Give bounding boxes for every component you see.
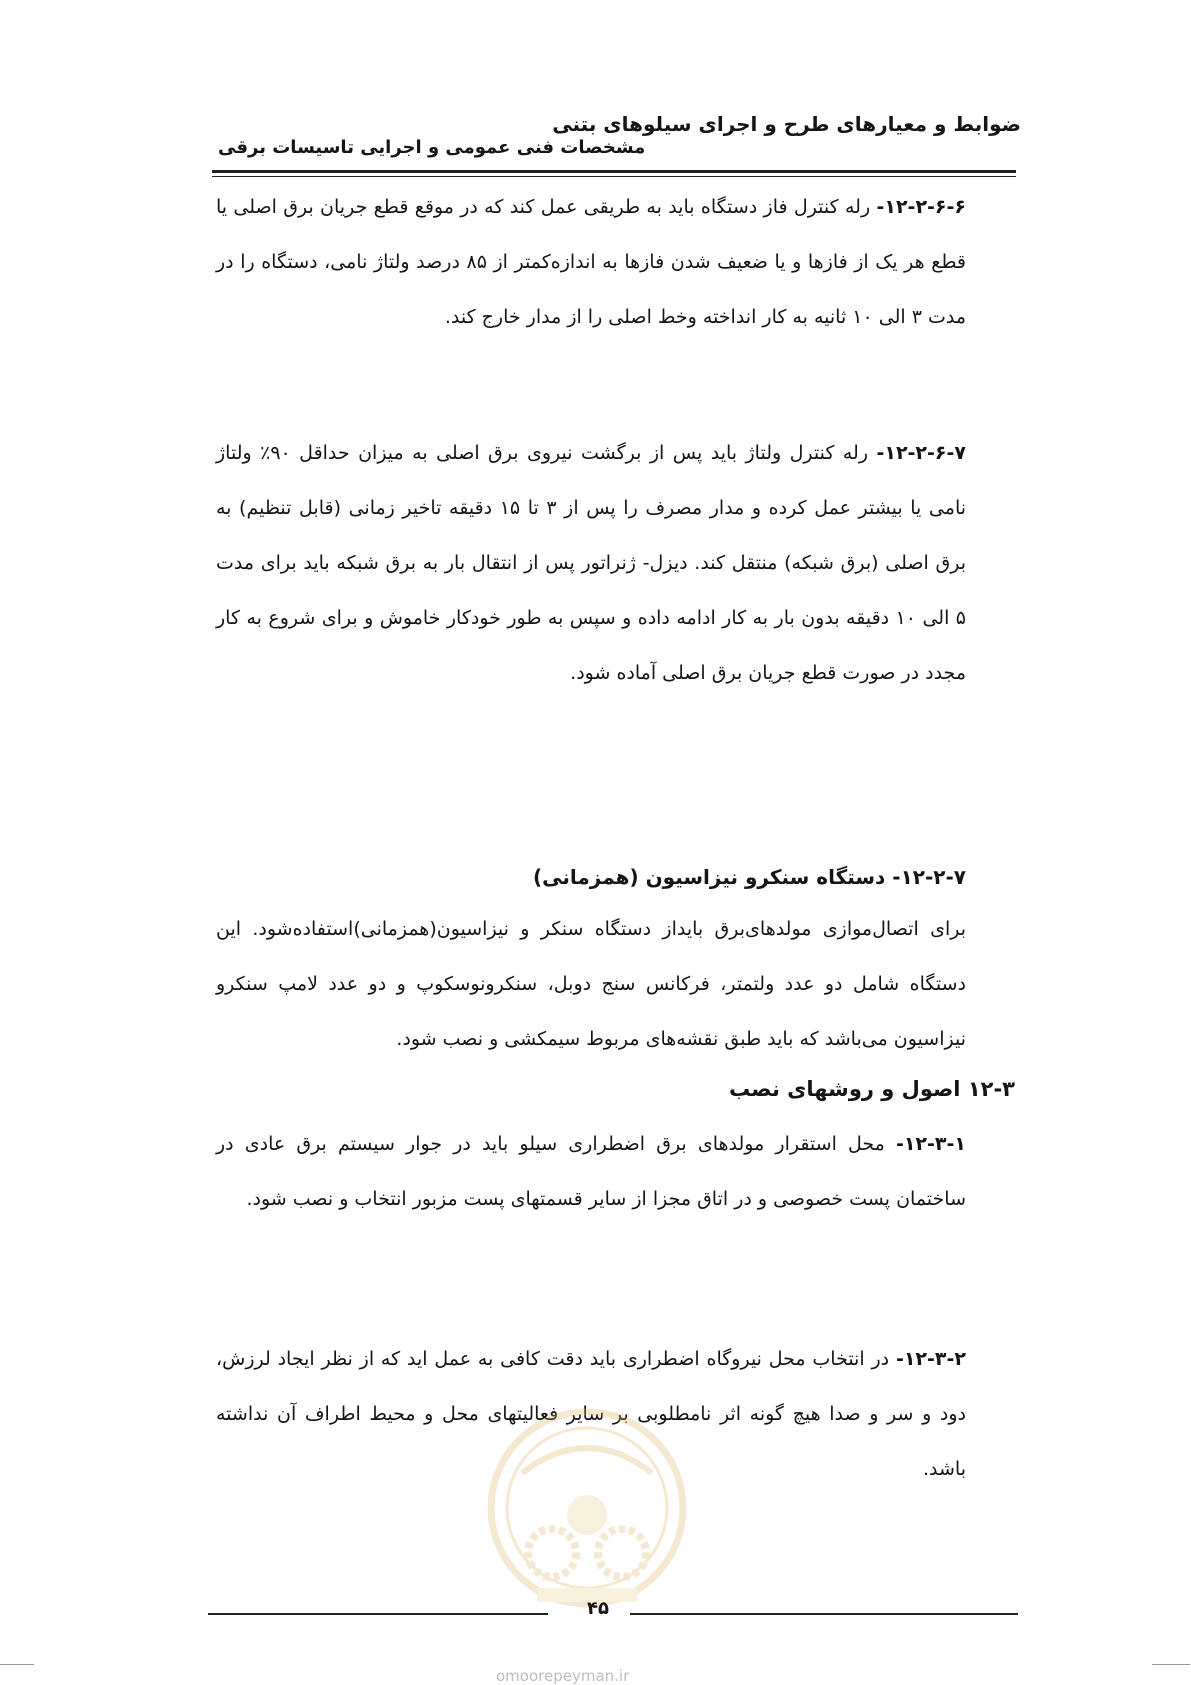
website-watermark: omoorepeyman.ir [496,1667,630,1685]
header-rule-thin [212,176,1016,177]
section-heading-12-3: ۱۲-۳ اصول و روشهای نصب [729,1077,1015,1101]
paragraph-12-2-6-6 [216,180,966,345]
paragraph-synchronization [216,902,966,1067]
clause-text: در انتخاب محل نیروگاه اضطراری باید دقت کافی به عمل اید که از نظر ایجاد لرزش، دود و سر و صدا هیچ گونه اثر نامطلوبی بر سایر فعالیتهای محل و محیط اطراف آن نداشته باشد. [216,1348,966,1480]
clause-text: رله کنترل فاز دستگاه باید به طریقی عمل کند که در موقع قطع جریان برق اصلی یا قطع هر یک از فازها و یا ضعیف شدن فازها به اندازه‌کمتر از ۸۵ درصد ولتاژ نامی، دستگاه را در مدت ۳ الی ۱۰ ثانیه به کار انداخته وخط اصلی را از مدار خارج کند. [216,196,966,328]
header-rule-thick [212,170,1016,173]
paragraph-12-3-1 [216,1117,966,1227]
watermark-seal-icon [482,1403,692,1613]
clause-number: ۱۲-۳-۲- [895,1348,966,1370]
clause-number: ۱۲-۲-۶-۷- [876,442,966,464]
clause-number: ۱۲-۲-۶-۶- [876,196,966,218]
clause-text: رله کنترل ولتاژ باید پس از برگشت نیروی برق اصلی به میزان حداقل ۹۰٪ ولتاژ نامی یا بیشتر عمل کرده و مدار مصرف را پس از ۳ تا ۱۵ دقیقه تاخیر زمانی (قابل تنظیم) به برق اصلی (برق شبکه) منتقل کند. دیزل- ژنراتور پس از انتقال بار به برق شبکه باید برای مدت ۵ الی ۱۰ دقیقه بدون بار به کار ادامه داده و سپس به طور خودکار خاموش و برای شروع به کار مجدد در صورت قطع جریان برق اصلی آماده شود. [216,442,967,684]
page-number: ۴۵ [587,1598,609,1619]
footer-rule-right [630,1613,1018,1615]
scan-edge-mark-right [1152,1664,1190,1665]
clause-number: ۱۲-۳-۱- [895,1133,966,1155]
running-header-title: ضوابط و معیارهای طرح و اجرای سیلوهای بتنی [552,112,1021,136]
footer-rule-left [208,1613,548,1615]
running-header-subtitle: مشخصات فنی عمومی و اجرایی تاسیسات برقی [218,137,646,158]
clause-text: محل استقرار مولدهای برق اضطراری سیلو باید در جوار سیستم برق عادی در ساختمان پست خصوصی و در اتاق مجزا از سایر قسمتهای پست مزبور انتخاب و نصب شود. [216,1133,966,1210]
scan-edge-mark-left [0,1664,34,1665]
paragraph-12-2-6-7 [216,426,966,701]
clause-text: برای اتصال‌موازی مولدهای‌برق بایداز دستگاه سنکر و نیزاسیون(همزمانی)استفاده‌شود. این دستگاه شامل دو عدد ولتمتر، فرکانس سنج دوبل، سنکرونوسکوپ و دو عدد لامپ سنکرو نیزاسیون می‌باشد که باید طبق نقشه‌های مربوط سیمکشی و نصب شود. [216,918,966,1050]
section-heading-12-2-7: ۱۲-۲-۷- دستگاه سنکرو نیزاسیون (همزمانی) [532,865,966,889]
